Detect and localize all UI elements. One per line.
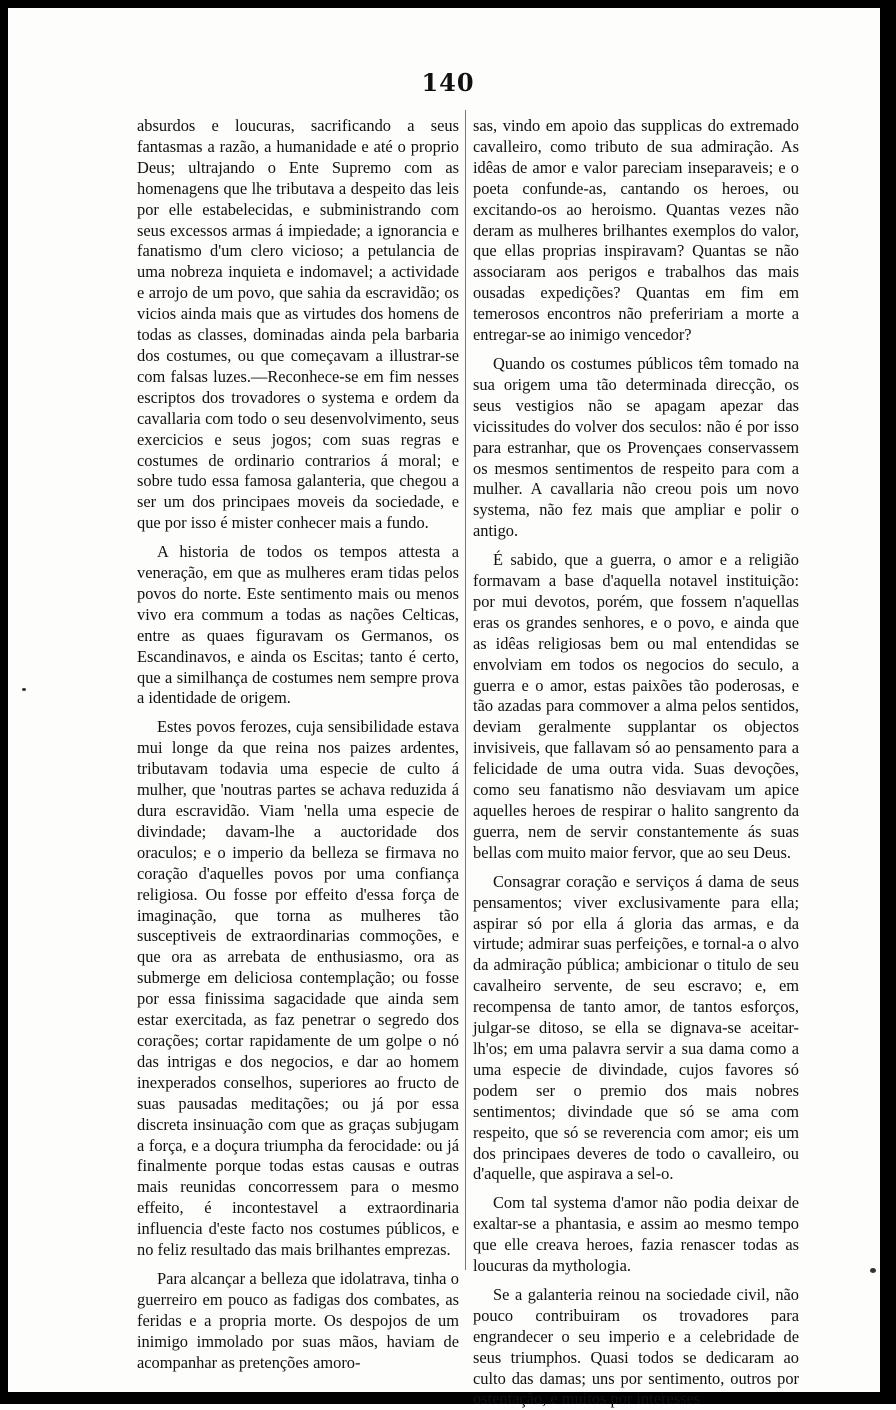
scan-border-left [0,0,8,1404]
left-paragraph-1: absurdos e loucuras, sacrificando a seus fantasmas a razão, a humanidade e até o proprio Deus; ultrajando o Ente Supremo com as homenagens que lhe tributava a despeito das leis por elle estabelecidas, e subministrando com seus excessos armas á impiedade; a ignorancia e fanatismo d'um clero vicioso; a petulancia de uma nobreza inquieta e indomavel; a actividade e arrojo de um povo, que sahia da escravidão; os vicios ainda mais que as virtudes dos homens de todas as classes, dominadas ainda pela barbaria dos costumes, ou que começavam a illustrar-se com falsas luzes.—Reconhece-se em fim nesses escriptos dos trovadores o systema e ordem da cavallaria com todo o seu desenvolvimento, seus exercicios e seus jogos; com suas regras e costumes de ordinario contrarios á moral; e sobre tudo essa famosa galanteria, que chegou a ser um dos principaes moveis da sociedade, e que por isso é mister conhecer mais a fundo. [137,116,459,533]
column-divider [465,110,466,1270]
scan-speck [22,688,26,691]
scan-speck [870,1268,876,1273]
right-paragraph-5: Com tal systema d'amor não podia deixar de exaltar-se a phantasia, e assim ao mesmo tempo que elle creava heroes, fazia renascer todas as loucuras da mythologia. [473,1193,799,1276]
left-paragraph-3: Estes povos ferozes, cuja sensibilidade estava mui longe da que reina nos paizes ardentes, tributavam todavia uma especie de culto á mulher, que 'noutras partes se achava reduzida á dura escravidão. Viam 'nella uma especie de divindade; davam-lhe a auctoridade dos oraculos; e o imperio da belleza se firmava no coração d'aquelles povos por uma confiança religiosa. Ou fosse por effeito d'essa força de imaginação, que torna as mulheres tão susceptiveis de extraordinarias commoções, e que ora as arrebata de enthusiasmo, ora as submerge em deliciosa contemplação; ou fosse por essa finissima sagacidade que ainda sem estar exercitada, as faz penetrar o segredo dos corações; cortar rapidamente de um golpe o nó das intrigas e dos negocios, e dar ao homem inexperados conselhos, superiores ao fructo de suas pausadas meditações; ou já por essa discreta insinuação com que as graças subjugam a força, e a doçura triumpha da ferocidade: ou já finalmente porque todas estas causas e outras mais reunidas concorressem para o mesmo effeito, é incontestavel a extraordinaria influencia d'este facto nos costumes públicos, e no feliz resultado das mais brilhantes emprezas. [137,717,459,1260]
left-paragraph-2: A historia de todos os tempos attesta a veneração, em que as mulheres eram tidas pelos povos do norte. Este sentimento mais ou menos vivo era commum a todas as nações Celticas, entre as quaes figuravam os Germanos, os Escandinavos, e ainda os Escitas; tanto é certo, que a similhança de costumes nem sempre prova a identidade de origem. [137,542,459,708]
scan-border-right [880,0,896,1404]
right-paragraph-6: Se a galanteria reinou na sociedade civil, não pouco contribuiram os trovadores para engrandecer o seu imperio e a celebridade de seus triumphos. Quasi todos se dedicaram ao culto das damas; uns por sentimento, outros por ostentação, e muitos por interesses [473,1284,799,1409]
right-paragraph-2: Quando os costumes públicos têm tomado na sua origem uma tão determinada direcção, os seus vestigios não se apagam apezar das vicissitudes do volver dos seculos: não é por isso para estranhar, que os Provençaes conservassem os mesmos sentimentos de respeito para com a mulher. A cavallaria não creou pois um novo systema, não fez mais que ampliar e polir o antigo. [473,353,799,541]
right-paragraph-1: sas, vindo em apoio das supplicas do extremado cavalleiro, como tributo de sua admiração. As idêas de amor e valor pareciam inseparaveis; e o poeta confunde-as, cantando os heroes, ou excitando-os ao heroismo. Quantas vezes não deram as mulheres brilhantes exemplos do valor, que ellas proprias inspiravam? Quantas se não associaram aos perigos e trabalhos das mais ousadas expedições? Quantas em fim em temerosos encontros não prefeririam a morte a entregar-se ao inimigo vencedor? [473,116,799,345]
right-paragraph-3: É sabido, que a guerra, o amor e a religião formavam a base d'aquella notavel instituição: por mui devotos, porém, que fossem n'aquellas eras os grandes senhores, e o povo, e ainda que as idêas religiosas bem ou mal entendidas se envolviam em todos os negocios do seculo, a guerra e o amor, estas paixões tão poderosas, e tão azadas para commover a alma pelos sentidos, deviam geralmente supplantar os objectos invisiveis, que fallavam só ao pensamento para a felicidade de uma outra vida. Suas devoções, como seu fanatismo não desviavam um apice aquelles heroes de respirar o halito sangrento da guerra, nem de servir constantemente ás suas bellas com muito maior fervor, que ao seu Deus. [473,550,799,862]
left-column [137,116,459,1373]
right-column [473,116,799,1410]
scan-border-top [0,0,896,8]
right-paragraph-4: Consagrar coração e serviços á dama de seus pensamentos; viver exclusivamente para ella; aspirar só por ella á gloria das armas, e da virtude; admirar suas perfeições, e tornal-a o alvo da admiração pública; ambicionar o titulo de seu cavalheiro servente, de seu escravo; e, em recompensa de tanto amor, de tantos esforços, julgar-se ditoso, se ella se dignava-se aceitar-lh'os; em uma palavra servir a sua dama como a uma especie de divindade, cujos favores só podem ser o premio dos mais nobres sentimentos; divindade que só se ama com respeito, que só se reverencia com amor; eis um dos principaes deveres de todo o cavalleiro, ou d'aquelle, que aspirava a sel-o. [473,871,799,1184]
page-number: 140 [421,68,475,97]
left-paragraph-4: Para alcançar a belleza que idolatrava, tinha o guerreiro em pouco as fadigas dos combates, as feridas e a propria morte. Os despojos de um inimigo immolado por suas mãos, haviam de acompanhar as pretenções amoro- [137,1268,459,1372]
